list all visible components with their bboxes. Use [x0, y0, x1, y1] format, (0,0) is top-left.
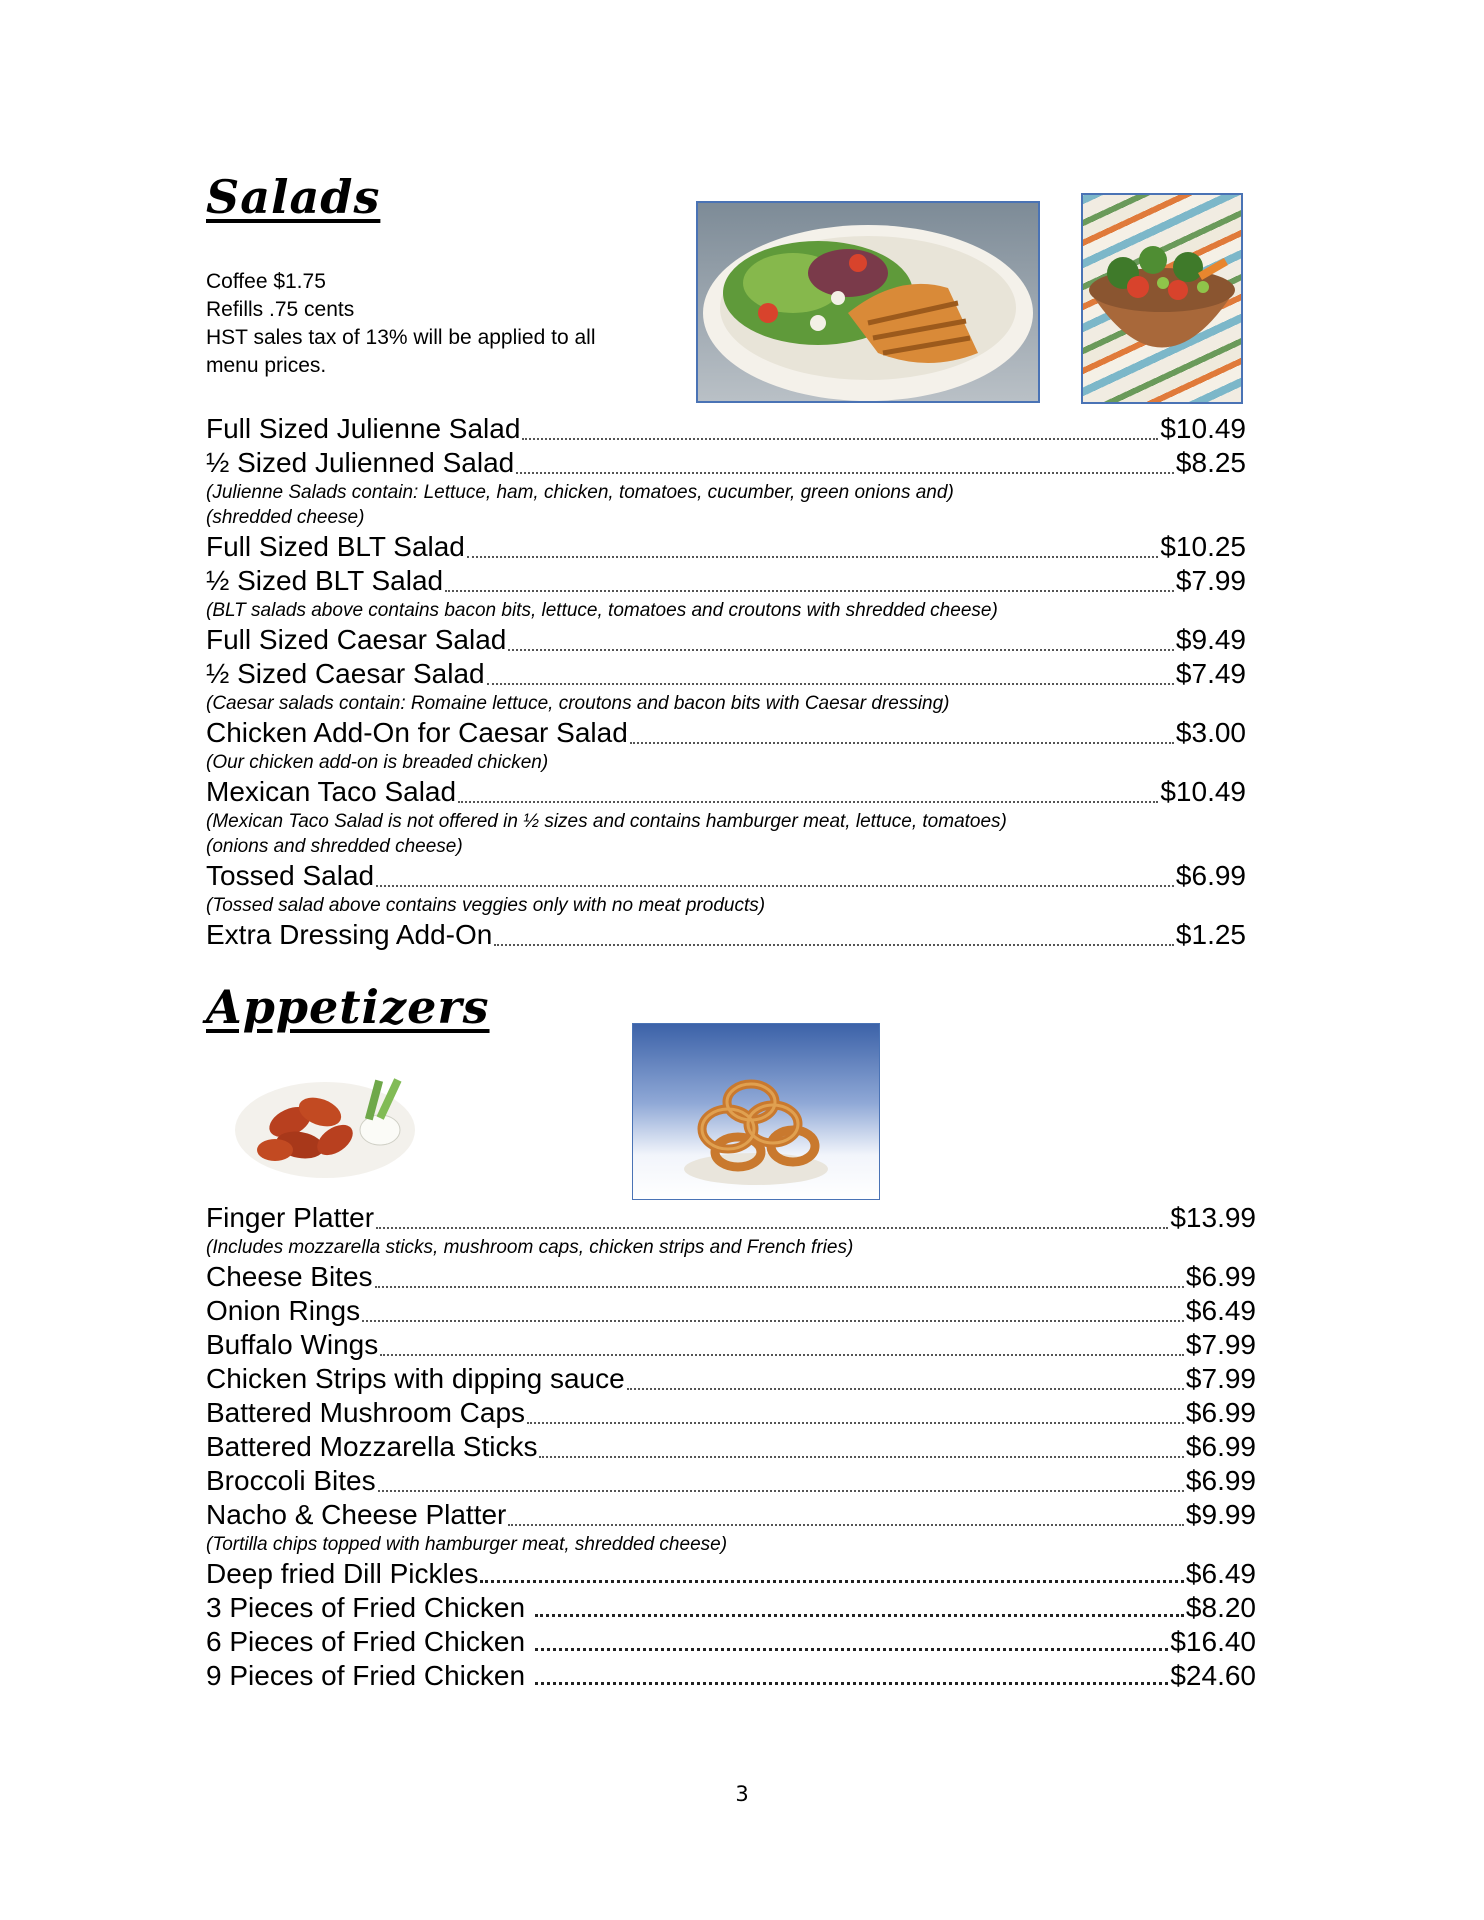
menu-item [206, 1201, 1256, 1235]
item-name: Onion Rings [206, 1295, 361, 1326]
menu-item [206, 1557, 1256, 1591]
dot-leader [630, 742, 1174, 744]
item-name: Cheese Bites [206, 1261, 373, 1292]
item-name: ½ Sized Julienned Salad [206, 447, 515, 478]
note-coffee: Coffee $1.75 [206, 270, 326, 293]
item-name: Chicken Add-On for Caesar Salad [206, 717, 628, 748]
menu-item [206, 918, 1246, 952]
menu-item [206, 1294, 1256, 1328]
item-name: Deep fried Dill Pickles [206, 1558, 479, 1589]
item-name: Extra Dressing Add-On [206, 919, 493, 950]
item-name: Finger Platter [206, 1202, 375, 1233]
dot-leader [376, 885, 1174, 887]
dot-leader [458, 801, 1158, 803]
item-description: (Tossed salad above contains veggies only with no meat products) [206, 895, 766, 916]
appetizers-menu [206, 1201, 1256, 1693]
item-description: (onions and shredded cheese) [206, 836, 463, 857]
item-name: Nacho & Cheese Platter [206, 1499, 507, 1530]
item-price: $7.99 [1185, 1329, 1256, 1360]
menu-item [206, 1396, 1256, 1430]
item-description: (Our chicken add-on is breaded chicken) [206, 752, 549, 773]
item-name: ½ Sized Caesar Salad [206, 658, 485, 689]
dot-leader [535, 1648, 1169, 1651]
salads-notes [206, 268, 676, 380]
item-price: $8.25 [1175, 447, 1246, 478]
item-price: $6.99 [1185, 1431, 1256, 1462]
menu-item [206, 1591, 1256, 1625]
item-price: $10.49 [1160, 776, 1246, 807]
item-price: $13.99 [1170, 1202, 1256, 1233]
salads-menu [206, 412, 1246, 952]
item-name: Battered Mushroom Caps [206, 1397, 526, 1428]
item-name: 6 Pieces of Fried Chicken [206, 1626, 533, 1657]
item-price: $24.60 [1170, 1660, 1256, 1691]
buffalo-wings-photo [230, 1050, 420, 1185]
salads-heading: Salads [206, 170, 381, 224]
item-description: (Julienne Salads contain: Lettuce, ham, chicken, tomatoes, cucumber, green onions and) [206, 482, 954, 503]
menu-item [206, 446, 1246, 480]
dot-leader [535, 1682, 1169, 1685]
item-name: Battered Mozzarella Sticks [206, 1431, 538, 1462]
item-name: Full Sized BLT Salad [206, 531, 465, 562]
note-tax-line-1: HST sales tax of 13% will be applied to all [206, 326, 596, 349]
menu-item [206, 775, 1246, 809]
dot-leader [508, 1524, 1184, 1526]
item-price: $9.49 [1175, 624, 1246, 655]
note-tax-line-2: menu prices. [206, 354, 327, 377]
onion-rings-photo [632, 1023, 880, 1200]
dot-leader [627, 1388, 1184, 1390]
appetizers-heading: Appetizers [206, 980, 490, 1034]
item-description: (BLT salads above contains bacon bits, lettuce, tomatoes and croutons with shredded cheese) [206, 600, 998, 621]
item-price: $8.20 [1185, 1592, 1256, 1623]
item-price: $3.00 [1175, 717, 1246, 748]
dot-leader [487, 683, 1174, 685]
dot-leader [376, 1227, 1168, 1229]
item-price: $7.99 [1175, 565, 1246, 596]
item-price: $6.99 [1185, 1397, 1256, 1428]
item-description: (Includes mozzarella sticks, mushroom caps, chicken strips and French fries) [206, 1237, 854, 1258]
item-price: $16.40 [1170, 1626, 1256, 1657]
item-description: (Mexican Taco Salad is not offered in ½ sizes and contains hamburger meat, lettuce, tomatoes) [206, 811, 1007, 832]
menu-item [206, 1328, 1256, 1362]
item-price: $6.99 [1175, 860, 1246, 891]
item-description: (Tortilla chips topped with hamburger meat, shredded cheese) [206, 1534, 728, 1555]
item-name: 9 Pieces of Fried Chicken [206, 1660, 533, 1691]
menu-item [206, 657, 1246, 691]
dot-leader [539, 1456, 1183, 1458]
item-name: Buffalo Wings [206, 1329, 379, 1360]
dot-leader [535, 1614, 1184, 1617]
menu-item [206, 530, 1246, 564]
menu-item [206, 412, 1246, 446]
item-price: $6.49 [1185, 1295, 1256, 1326]
item-price: $7.99 [1185, 1363, 1256, 1394]
item-name: Broccoli Bites [206, 1465, 376, 1496]
item-name: Tossed Salad [206, 860, 375, 891]
item-description: (Caesar salads contain: Romaine lettuce, croutons and bacon bits with Caesar dressing) [206, 693, 950, 714]
dot-leader [375, 1286, 1184, 1288]
item-price: $9.99 [1185, 1499, 1256, 1530]
note-refills: Refills .75 cents [206, 298, 355, 321]
dot-leader [362, 1320, 1184, 1322]
item-price: $7.49 [1175, 658, 1246, 689]
menu-item [206, 716, 1246, 750]
item-name: Mexican Taco Salad [206, 776, 457, 807]
menu-item [206, 1260, 1256, 1294]
menu-item [206, 1498, 1256, 1532]
item-description: (shredded cheese) [206, 507, 365, 528]
dot-leader [380, 1354, 1184, 1356]
menu-item [206, 1362, 1256, 1396]
dot-leader [480, 1580, 1184, 1583]
dot-leader [467, 556, 1158, 558]
item-price: $6.49 [1185, 1558, 1256, 1589]
item-name: Chicken Strips with dipping sauce [206, 1363, 625, 1394]
vegetable-bowl-photo [1081, 193, 1243, 404]
menu-item [206, 564, 1246, 598]
dot-leader [494, 944, 1174, 946]
dot-leader [445, 590, 1174, 592]
menu-item [206, 623, 1246, 657]
item-name: ½ Sized BLT Salad [206, 565, 444, 596]
page-number: 3 [735, 1782, 749, 1806]
item-price: $10.25 [1160, 531, 1246, 562]
menu-item [206, 1625, 1256, 1659]
item-name: Full Sized Caesar Salad [206, 624, 507, 655]
item-price: $1.25 [1175, 919, 1246, 950]
dot-leader [516, 472, 1174, 474]
menu-item [206, 859, 1246, 893]
item-price: $6.99 [1185, 1465, 1256, 1496]
dot-leader [522, 438, 1158, 440]
item-name: 3 Pieces of Fried Chicken [206, 1592, 533, 1623]
menu-item [206, 1430, 1256, 1464]
dot-leader [378, 1490, 1184, 1492]
dot-leader [527, 1422, 1184, 1424]
menu-item [206, 1464, 1256, 1498]
grilled-chicken-salad-photo [696, 201, 1040, 403]
item-name: Full Sized Julienne Salad [206, 413, 521, 444]
item-price: $6.99 [1185, 1261, 1256, 1292]
item-price: $10.49 [1160, 413, 1246, 444]
menu-item [206, 1659, 1256, 1693]
dot-leader [508, 649, 1174, 651]
